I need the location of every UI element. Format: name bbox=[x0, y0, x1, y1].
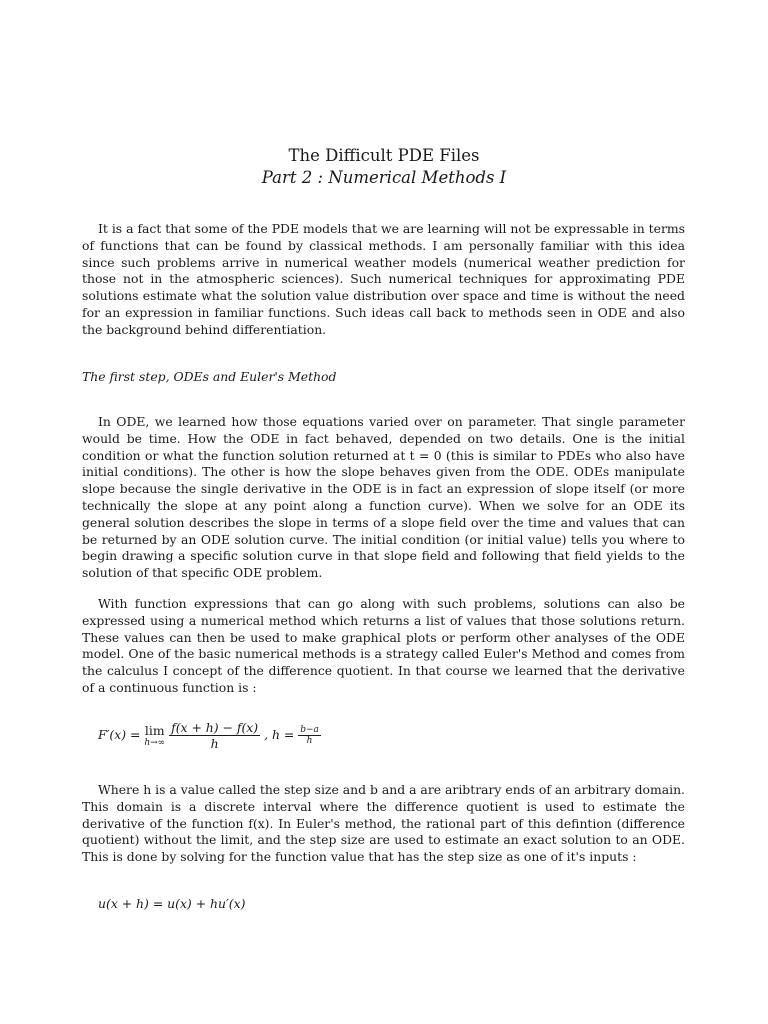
paragraph-ode bbox=[82, 414, 685, 582]
paragraph-intro-text: It is a fact that some of the PDE models that we are learning will not be expressable in terms of functions that can be found by classical methods. I am personally familiar with this idea since such problems arrive in numerical weather models (numerical weather prediction for those not in the atmospheric sciences). Such numerical techniques for approximating PDE solutions estimate what the solution value distribution over space and time is without the need for an expression in familiar functions. Such ideas call back to methods seen in ODE and also the background behind differentiation. bbox=[82, 221, 685, 337]
equation-euler-step: u(x + h) = u(x) + hu′(x) bbox=[98, 896, 246, 911]
paragraph-numerical-method-text: With function expressions that can go along with such problems, solutions can also be expressed using a numerical method which returns a list of values that those solutions return. These values can then be used to make graphical plots or perform other analyses of the ODE model. One of the basic numerical methods is a strategy called Euler's Method and comes from the calculus I concept of the difference quotient. In that course we learned that the derivative of a continuous function is : bbox=[82, 596, 685, 695]
document-subtitle: Part 2 : Numerical Methods I bbox=[261, 168, 507, 187]
eq1-lhs: F′(x) = bbox=[98, 727, 141, 742]
paragraph-intro bbox=[82, 221, 685, 339]
paragraph-ode-text: In ODE, we learned how those equations varied over on parameter. That single parameter would be time. How the ODE in fact behaved, depended on two details. One is the initial condition or what the function solution returned at t = 0 (this is similar to PDEs who also have initial conditions). The other is how the slope behaves given from the ODE. ODEs manipulate slope because the single derivative in the ODE is in fact an expression of slope itself (or more technically the slope at any point along a function curve). When we solve for an ODE its general solution describes the slope in terms of a slope field over the time and values that can be returned by an ODE solution curve. The initial condition (or initial value) tells you where to begin drawing a specific solution curve in that slope field and following that field yields to the solution of that specific ODE problem. bbox=[82, 414, 685, 581]
paragraph-euler-text: Where h is a value called the step size and b and a are aribtrary ends of an arbitrary domain. This domain is a discrete interval where the difference quotient is used to estimate the derivative of the function f(x). In Euler's method, the rational part of this defintion (difference quotient) without the limit, and the step size are used to estimate an exact solution to an ODE. This is done by solving for the function value that has the step size as one of it's inputs : bbox=[82, 782, 685, 865]
eq1-lim-sub: h→∞ bbox=[144, 738, 166, 748]
eq1-limit bbox=[144, 723, 165, 748]
equation-difference-quotient bbox=[98, 720, 321, 751]
paragraph-numerical-method bbox=[82, 596, 685, 697]
eq1-h-numerator: b−a bbox=[300, 725, 319, 735]
paragraph-euler bbox=[82, 782, 685, 866]
eq1-numerator: f(x + h) − f(x) bbox=[171, 720, 259, 735]
eq1-fraction bbox=[169, 720, 260, 751]
eq1-h-def-prefix: , h = bbox=[264, 727, 295, 742]
eq1-denominator: h bbox=[210, 736, 219, 751]
eq1-h-denominator: h bbox=[306, 736, 313, 746]
eq1-h-fraction bbox=[298, 725, 321, 746]
document-title: The Difficult PDE Files bbox=[288, 146, 480, 165]
section-heading: The first step, ODEs and Euler's Method bbox=[82, 369, 337, 384]
eq1-lim-text: lim bbox=[144, 723, 165, 738]
